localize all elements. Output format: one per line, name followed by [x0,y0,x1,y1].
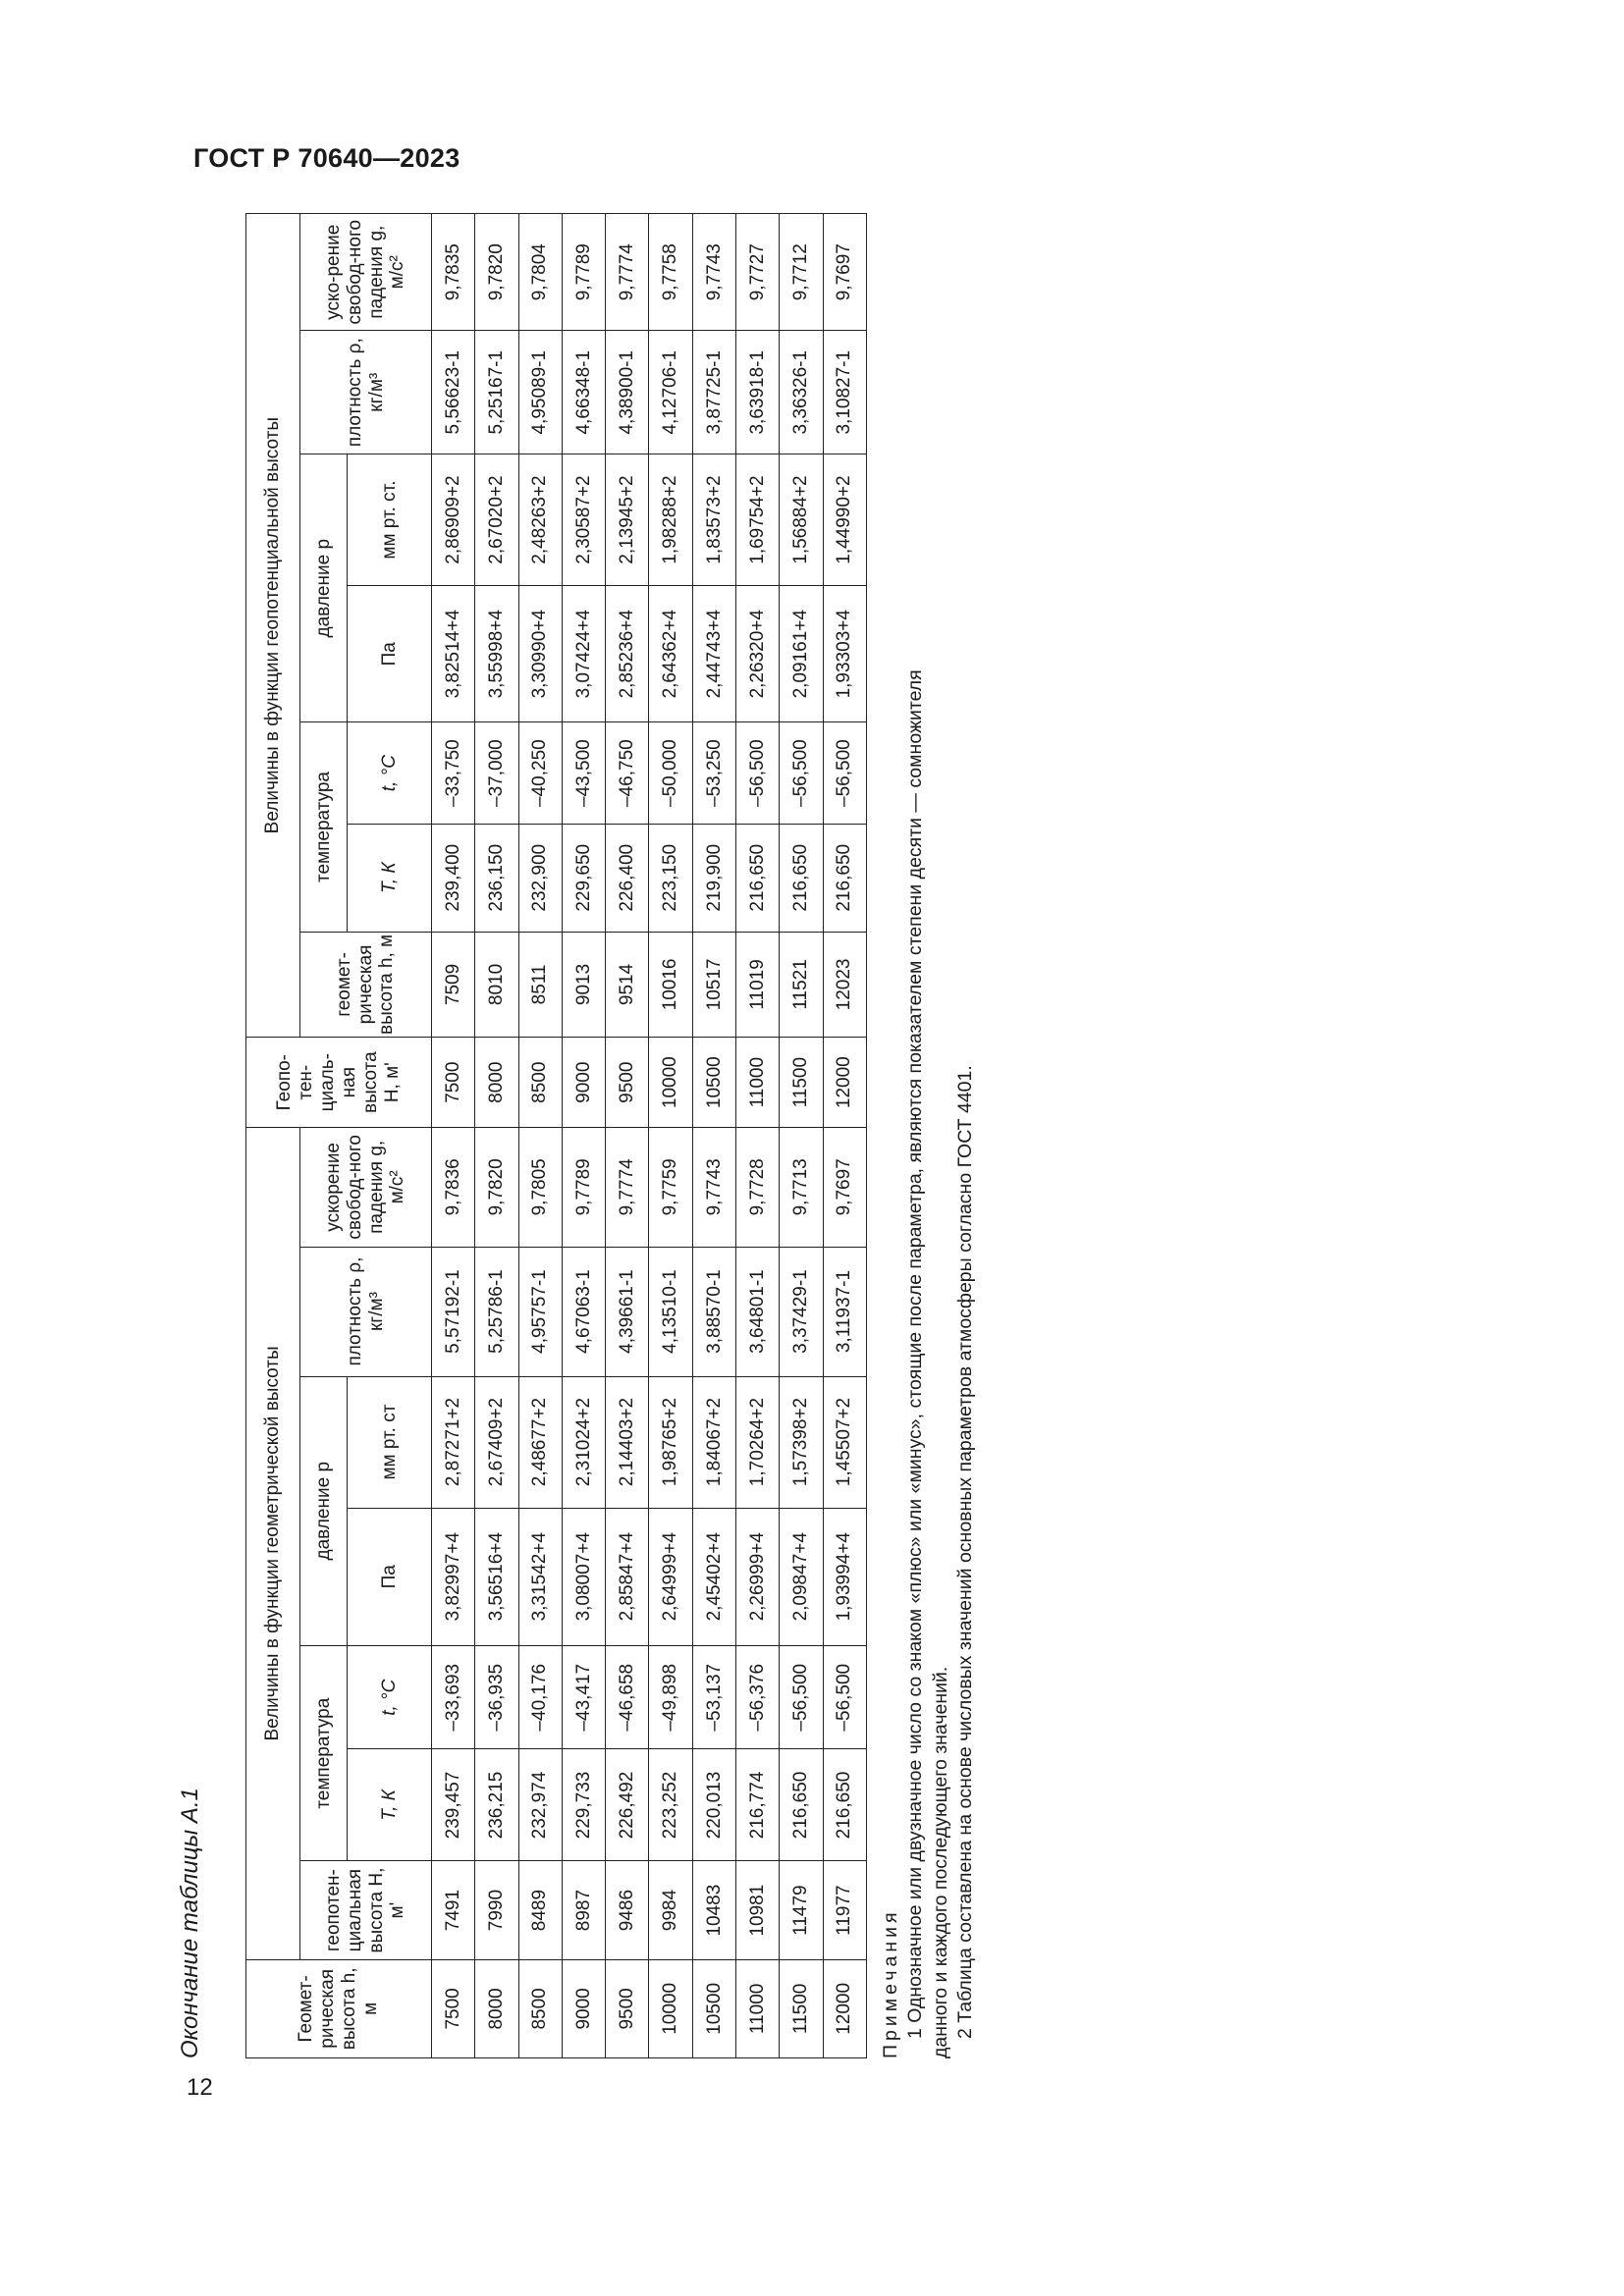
table-cell: 226,492 [606,1749,649,1861]
header-density-2: плотность ρ, кг/м³ [300,331,432,454]
table-cell: 8489 [518,1861,562,1959]
table-cell: 11977 [823,1861,866,1959]
table-cell: 9,7728 [736,1128,780,1247]
table-cell: 9514 [606,932,649,1038]
header-geopot-height-2: Геопо-тен-циаль-ная высота H, м' [246,1038,432,1128]
atmosphere-table [245,213,867,2058]
table-cell: 10000 [649,1959,692,2057]
table-cell: –56,500 [780,722,823,824]
table-cell: 239,400 [432,824,475,932]
table-cell: –56,376 [736,1645,780,1749]
header-pressure-2: давление p [300,454,348,722]
table-cell: 9,7805 [518,1128,562,1247]
table-cell: 9,7789 [562,1128,605,1247]
header-geom-height: Геомет-рическая высота h, м [246,1959,432,2057]
header-temp-c-2: t, °С [348,722,432,824]
table-cell: 3,36326-1 [780,331,823,454]
table-cell: 4,95757-1 [518,1247,562,1376]
table-cell: 3,63918-1 [736,331,780,454]
table-cell: 7509 [432,932,475,1038]
table-cell: –33,750 [432,722,475,824]
table-cell: 2,67020+2 [475,454,518,586]
table-cell: 8987 [562,1861,605,1959]
table-cell: 2,09847+4 [780,1508,823,1645]
table-cell: 216,650 [780,1749,823,1861]
table-cell: 3,08007+4 [562,1508,605,1645]
header-density-1: плотность ρ, кг/м³ [300,1247,432,1376]
table-cell: 2,26999+4 [736,1508,780,1645]
table-cell: 3,56516+4 [475,1508,518,1645]
notes-title: Примечания [880,1908,901,2058]
table-cell: 2,26320+4 [736,586,780,722]
table-cell: 2,31024+2 [562,1376,605,1508]
table-cell: 220,013 [692,1749,735,1861]
table-cell: 1,45507+2 [823,1376,866,1508]
header-pressure-1: давление p [300,1376,348,1645]
table-cell: 8500 [518,1038,562,1128]
table-cell: 2,86909+2 [432,454,475,586]
table-cell: 11521 [780,932,823,1038]
table-cell: 12023 [823,932,866,1038]
table-row [649,214,692,2058]
table-cell: 2,64999+4 [649,1508,692,1645]
table-cell: 9,7712 [780,214,823,331]
page-number: 12 [187,2074,213,2101]
table-cell: 3,30990+4 [518,586,562,722]
table-cell: 9,7835 [432,214,475,331]
table-cell: 9,7743 [692,1128,735,1247]
header-geom-height-2: геомет-рическая высота h, м [300,932,432,1038]
table-cell: 9,7804 [518,214,562,331]
table-cell: 11019 [736,932,780,1038]
table-cell: 10517 [692,932,735,1038]
header-group-geometric: Величины в функции геометрической высоты [246,1128,300,1960]
table-cell: 2,85847+4 [606,1508,649,1645]
table-cell: 1,83573+2 [692,454,735,586]
table-cell: –49,898 [649,1645,692,1749]
header-temperature-1: температура [300,1645,348,1861]
table-cell: 11500 [780,1038,823,1128]
table-cell: 216,650 [823,1749,866,1861]
table-cell: 10500 [692,1959,735,2057]
header-press-mm-2: мм рт. ст. [348,454,432,586]
table-cell: 229,733 [562,1749,605,1861]
table-cell: 2,13945+2 [606,454,649,586]
table-cell: 9,7820 [475,1128,518,1247]
table-cell: 4,95089-1 [518,331,562,454]
header-group-geopotential: Величины в функции геопотенциальной высоты [246,214,300,1038]
table-cell: 5,57192-1 [432,1247,475,1376]
table-cell: 9,7759 [649,1128,692,1247]
table-cell: –53,250 [692,722,735,824]
header-geopot-height: геопотен-циальная высота H, м' [300,1861,432,1959]
table-cell: 10500 [692,1038,735,1128]
table-cell: 9,7713 [780,1128,823,1247]
table-cell: –37,000 [475,722,518,824]
table-cell: 236,215 [475,1749,518,1861]
header-press-pa-1: Па [348,1508,432,1645]
table-row [823,214,866,2058]
table-cell: 3,82514+4 [432,586,475,722]
table-cell: 7500 [432,1959,475,2057]
table-cell: 9,7758 [649,214,692,331]
table-caption: Окончание таблицы А.1 [177,1788,203,2058]
table-cell: 1,84067+2 [692,1376,735,1508]
table-cell: 9,7820 [475,214,518,331]
table-cell: 3,07424+4 [562,586,605,722]
table-cell: 2,85236+4 [606,586,649,722]
table-cell: 223,150 [649,824,692,932]
table-cell: 2,09161+4 [780,586,823,722]
header-acceleration-2: уско-рение свобод-ного падения g, м/с² [300,214,432,331]
document-header: ГОСТ Р 70640—2023 [193,143,460,173]
table-cell: 11500 [780,1959,823,2057]
table-cell: 3,10827-1 [823,331,866,454]
table-cell: 216,650 [736,824,780,932]
table-cell: 2,30587+2 [562,454,605,586]
table-cell: 4,66348-1 [562,331,605,454]
table-cell: 10981 [736,1861,780,1959]
table-row [518,214,562,2058]
table-cell: 3,11937-1 [823,1247,866,1376]
table-cell: 8000 [475,1959,518,2057]
table-row [562,214,605,2058]
table-cell: 2,14403+2 [606,1376,649,1508]
table-cell: 10016 [649,932,692,1038]
table-cell: –46,658 [606,1645,649,1749]
table-cell: 3,55998+4 [475,586,518,722]
table-row [780,214,823,2058]
table-cell: –33,693 [432,1645,475,1749]
table-cell: 1,44990+2 [823,454,866,586]
table-cell: 2,87271+2 [432,1376,475,1508]
table-cell: 8511 [518,932,562,1038]
table-cell: 1,98288+2 [649,454,692,586]
table-cell: 3,31542+4 [518,1508,562,1645]
table-cell: 226,400 [606,824,649,932]
note-1-line-2: данного и каждого последующего значений. [929,1666,951,2058]
table-cell: 10483 [692,1861,735,1959]
table-cell: 229,650 [562,824,605,932]
header-temp-k-2: T, К [348,824,432,932]
table-cell: 1,98765+2 [649,1376,692,1508]
table-cell: 232,974 [518,1749,562,1861]
table-cell: 9,7743 [692,214,735,331]
table-cell: 12000 [823,1959,866,2057]
table-cell: 4,12706-1 [649,331,692,454]
table-cell: 1,93303+4 [823,586,866,722]
table-cell: 219,900 [692,824,735,932]
table-cell: 8010 [475,932,518,1038]
table-cell: 9,7697 [823,214,866,331]
table-cell: 8500 [518,1959,562,2057]
table-cell: 3,88570-1 [692,1247,735,1376]
table-cell: 2,64362+4 [649,586,692,722]
note-2: 2 Таблица составлена на основе числовых значений основных параметров атмосферы согласно ГОСТ 4401. [954,1065,977,2039]
table-cell: 7500 [432,1038,475,1128]
table-cell: –53,137 [692,1645,735,1749]
table-cell: 9500 [606,1038,649,1128]
header-temp-k-1: T, К [348,1749,432,1861]
table-cell: 9,7774 [606,214,649,331]
header-temp-c-1: t, °С [348,1645,432,1749]
table-cell: 10000 [649,1038,692,1128]
table-cell: –56,500 [823,722,866,824]
header-press-pa-2: Па [348,586,432,722]
table-cell: 9,7836 [432,1128,475,1247]
table-row [475,214,518,2058]
table-body [432,214,867,2058]
table-cell: –43,500 [562,722,605,824]
table-cell: 4,67063-1 [562,1247,605,1376]
table-cell: 2,44743+4 [692,586,735,722]
table-cell: 5,25167-1 [475,331,518,454]
table-cell: 11000 [736,1038,780,1128]
table-cell: 2,48677+2 [518,1376,562,1508]
table-cell: 223,252 [649,1749,692,1861]
table-cell: 9,7727 [736,214,780,331]
table-cell: –43,417 [562,1645,605,1749]
table-row [606,214,649,2058]
table-cell: 239,457 [432,1749,475,1861]
table-cell: 2,67409+2 [475,1376,518,1508]
notes-block [879,213,978,2058]
table-cell: 9000 [562,1959,605,2057]
table-cell: 3,64801-1 [736,1247,780,1376]
table-cell: 9000 [562,1038,605,1128]
table-cell: 216,774 [736,1749,780,1861]
table-cell: –46,750 [606,722,649,824]
table-cell: –50,000 [649,722,692,824]
table-cell: –40,176 [518,1645,562,1749]
table-cell: 7990 [475,1861,518,1959]
rotated-table-block [177,203,1070,2058]
table-cell: 232,900 [518,824,562,932]
table-cell: 216,650 [780,824,823,932]
table-cell: 4,13510-1 [649,1247,692,1376]
table-cell: –56,500 [736,722,780,824]
table-cell: 4,38900-1 [606,331,649,454]
header-temperature-2: температура [300,722,348,932]
table-cell: –56,500 [780,1645,823,1749]
table-cell: 8000 [475,1038,518,1128]
table-cell: 5,25786-1 [475,1247,518,1376]
table-cell: 11000 [736,1959,780,2057]
table-cell: 9,7789 [562,214,605,331]
table-cell: –56,500 [823,1645,866,1749]
table-cell: 1,93994+4 [823,1508,866,1645]
table-cell: 9984 [649,1861,692,1959]
table-cell: 9013 [562,932,605,1038]
table-row [432,214,475,2058]
header-acceleration-1: ускорение свобод-ного падения g, м/с² [300,1128,432,1247]
table-cell: 12000 [823,1038,866,1128]
table-cell: 9500 [606,1959,649,2057]
table-cell: 2,45402+4 [692,1508,735,1645]
header-press-mm-1: мм рт. ст [348,1376,432,1508]
table-cell: 1,70264+2 [736,1376,780,1508]
table-cell: –36,935 [475,1645,518,1749]
table-cell: 3,37429-1 [780,1247,823,1376]
table-cell: 9,7697 [823,1128,866,1247]
note-1-line-1: 1 Однозначное или двузначное число со знаком «плюс» или «минус», стоящие после параметра, являются показателем степени десяти — сомножителя [904,669,927,2039]
table-cell: 7491 [432,1861,475,1959]
table-cell: 2,48263+2 [518,454,562,586]
table-row [692,214,735,2058]
table-cell: 11479 [780,1861,823,1959]
table-cell: –40,250 [518,722,562,824]
table-cell: 1,56884+2 [780,454,823,586]
table-cell: 5,56623-1 [432,331,475,454]
table-cell: 9486 [606,1861,649,1959]
table-cell: 3,82997+4 [432,1508,475,1645]
table-cell: 1,57398+2 [780,1376,823,1508]
table-cell: 1,69754+2 [736,454,780,586]
table-row [736,214,780,2058]
table-cell: 3,87725-1 [692,331,735,454]
table-cell: 216,650 [823,824,866,932]
table-cell: 4,39661-1 [606,1247,649,1376]
table-cell: 236,150 [475,824,518,932]
table-cell: 9,7774 [606,1128,649,1247]
